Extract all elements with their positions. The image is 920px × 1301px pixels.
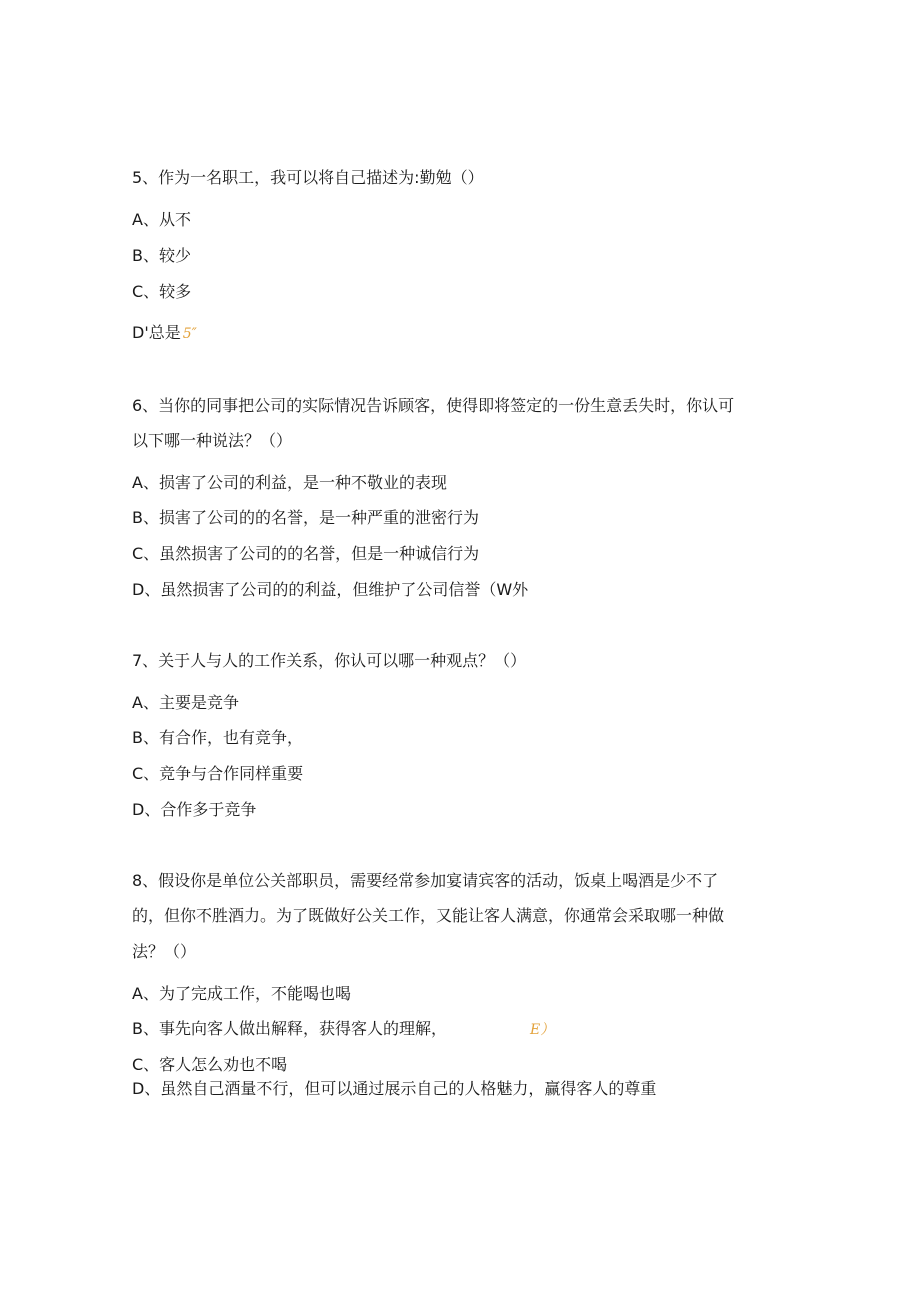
option-text: D'总是 <box>132 323 181 342</box>
option-a: A、损害了公司的利益，是一种不敬业的表现 <box>132 473 447 492</box>
option-b: B、事先向客人做出解释，获得客人的理解， <box>132 1019 447 1038</box>
question-stem-continued: 以下哪一种说法？（） <box>132 431 293 450</box>
question-stem-continued: 法？（） <box>132 942 197 961</box>
question-stem: 7、关于人与人的工作关系，你认可以哪一种观点？（） <box>132 651 527 670</box>
handwritten-note: 5″ <box>182 326 197 342</box>
option-c: C、客人怎么劝也不喝 <box>132 1055 288 1074</box>
question-stem-continued: 的，但你不胜酒力。为了既做好公关工作，又能让客人满意，你通常会采取哪一种做 <box>132 906 725 925</box>
option-d: D、合作多于竞争 <box>132 800 257 819</box>
option-d: D、虽然损害了公司的的利益，但维护了公司信誉（W外 <box>132 580 529 599</box>
option-a: A、为了完成工作，不能喝也喝 <box>132 984 351 1003</box>
option-c: C、较多 <box>132 282 192 301</box>
option-b: B、损害了公司的的名誉，是一种严重的泄密行为 <box>132 508 479 527</box>
option-c: C、虽然损害了公司的的名誉，但是一种诚信行为 <box>132 544 480 563</box>
option-a: A、主要是竞争 <box>132 693 239 712</box>
option-d <box>132 323 197 344</box>
option-a: A、从不 <box>132 210 191 229</box>
option-d: D、虽然自己酒量不行，但可以通过展示自己的人格魅力，赢得客人的尊重 <box>132 1079 657 1098</box>
option-b: B、较少 <box>132 246 191 265</box>
option-b: B、有合作，也有竞争， <box>132 728 303 747</box>
question-stem: 5、作为一名职工，我可以将自己描述为:勤勉（） <box>132 168 484 187</box>
question-stem: 8、假设你是单位公关部职员，需要经常参加宴请宾客的活动，饭桌上喝酒是少不了 <box>132 871 719 890</box>
option-c: C、竞争与合作同样重要 <box>132 764 304 783</box>
question-stem: 6、当你的同事把公司的实际情况告诉顾客，使得即将签定的一份生意丢失时，你认可 <box>132 396 735 415</box>
handwritten-note: E） <box>530 1022 555 1038</box>
